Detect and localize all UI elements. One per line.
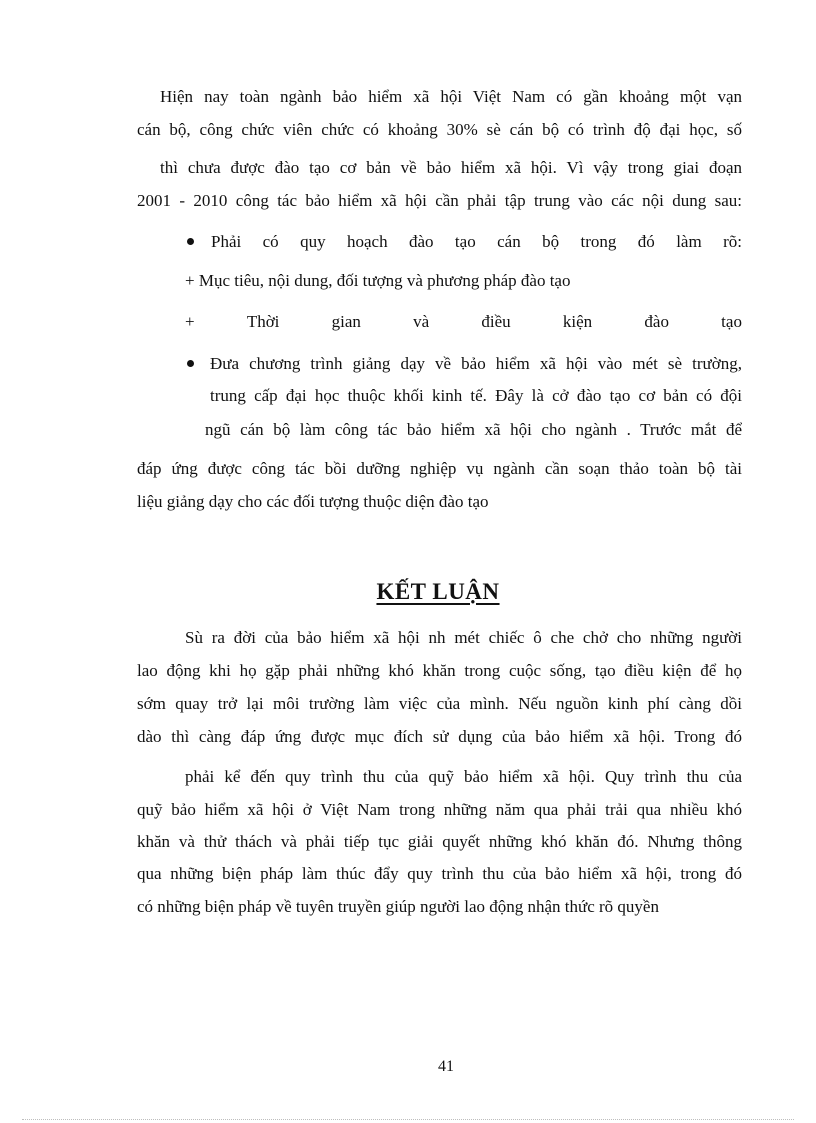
paragraph-2-line-1: đáp ứng được công tác bồi dưỡng nghiệp vụ ngành cần soạn thảo toàn bộ tài <box>137 459 742 478</box>
conclusion-2-line-4: qua những biện pháp làm thúc đẩy quy trình thu của bảo hiểm xã hội, trong đó <box>137 864 742 883</box>
plus-line-2-word: tạo <box>721 312 742 331</box>
conclusion-2-line-2: quỹ bảo hiểm xã hội ở Việt Nam trong những năm qua phải trải qua nhiều khó <box>137 800 742 819</box>
conclusion-2-line-3: khăn và thử thách và phải tiếp tục giải quyết những khó khăn đó. Nhưng thông <box>137 832 742 851</box>
plus-line-2-word: gian <box>331 312 361 331</box>
paragraph-1-line-4: 2001 - 2010 công tác bảo hiểm xã hội cần phải tập trung vào các nội dung sau: <box>137 191 742 210</box>
plus-line-2-word: đào <box>644 312 669 331</box>
page-number: 41 <box>438 1058 454 1075</box>
conclusion-1-line-4: dào thì càng đáp ứng được mục đích sử dụng của bảo hiểm xã hội. Trong đó <box>137 727 742 746</box>
bullet-2-line-1: Đưa chương trình giảng dạy về bảo hiểm xã hội vào mét sè trường, <box>210 354 742 373</box>
plus-line-2-word: và <box>413 312 430 331</box>
plus-line-2-word: kiện <box>562 312 593 331</box>
plus-line-1: + Mục tiêu, nội dung, đối tượng và phương pháp đào tạo <box>185 271 571 290</box>
paragraph-1-line-1: Hiện nay toàn ngành bảo hiểm xã hội Việt Nam có gần khoảng một vạn <box>160 87 742 106</box>
plus-line-2 <box>185 312 742 332</box>
bullet-point-2 <box>187 360 194 367</box>
bullet-1-text: Phải có quy hoạch đào tạo cán bộ trong đó làm rõ: <box>211 232 742 251</box>
conclusion-1-line-3: sớm quay trở lại môi trường làm việc của mình. Nếu nguồn kinh phí càng dồi <box>137 694 742 713</box>
page-divider <box>22 1119 794 1120</box>
conclusion-heading: KẾT LUẬN <box>376 579 500 604</box>
bullet-2-line-2: trung cấp đại học thuộc khối kinh tế. Đây là cở đào tạo cơ bản có đội <box>210 386 742 405</box>
plus-line-2-word: điều <box>481 312 511 331</box>
plus-line-2-word: + <box>185 312 195 331</box>
paragraph-2-line-2: liệu giảng dạy cho các đối tượng thuộc diện đào tạo <box>137 492 489 511</box>
conclusion-1-line-2: lao động khi họ gặp phải những khó khăn trong cuộc sống, tạo điều kiện để họ <box>137 661 742 680</box>
conclusion-1-line-1: Sù ra đời của bảo hiểm xã hội nh mét chiếc ô che chở cho những người <box>185 628 742 647</box>
paragraph-1-line-2: cán bộ, công chức viên chức có khoảng 30% sè cán bộ có trình độ đại học, số <box>137 120 742 139</box>
bullet-2-line-3: ngũ cán bộ làm công tác bảo hiểm xã hội cho ngành . Trước mắt để <box>205 420 742 439</box>
bullet-point-1 <box>187 238 194 245</box>
paragraph-1-line-3: thì chưa được đào tạo cơ bản về bảo hiểm xã hội. Vì vậy trong giai đoạn <box>160 158 742 177</box>
conclusion-2-line-1: phải kể đến quy trình thu của quỹ bảo hiểm xã hội. Quy trình thu của <box>185 767 742 786</box>
conclusion-2-line-5: có những biện pháp về tuyên truyền giúp người lao động nhận thức rõ quyền <box>137 897 659 916</box>
plus-line-2-word: Thời <box>246 312 280 331</box>
